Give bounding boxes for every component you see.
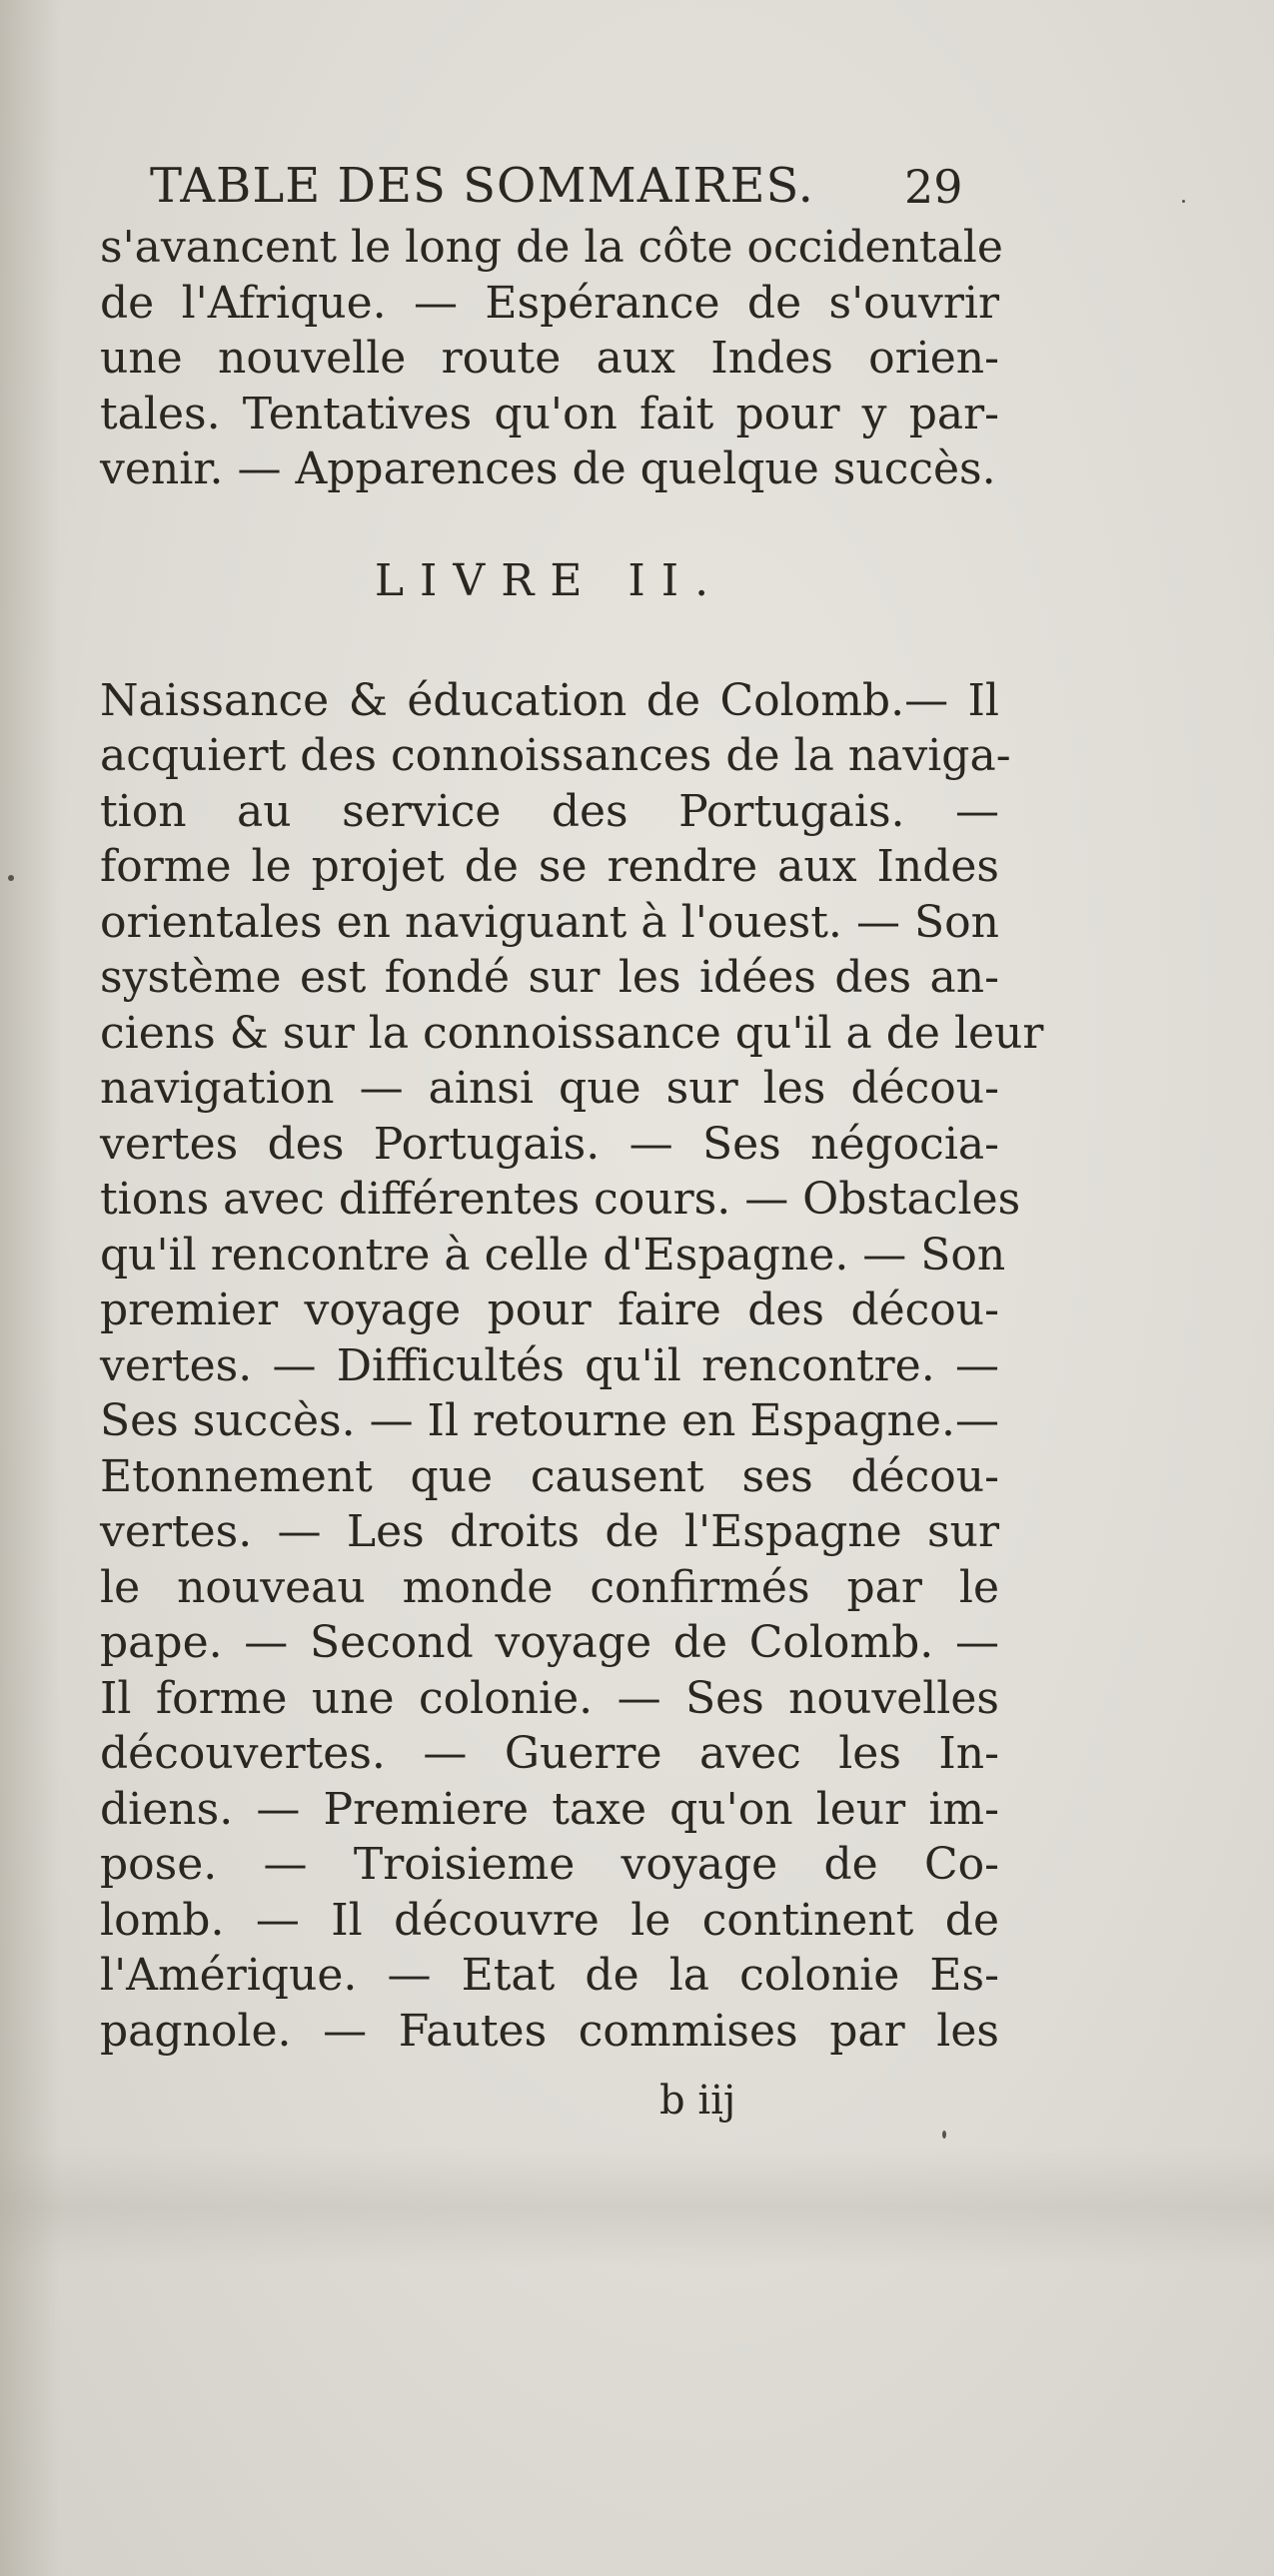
text-line: premier voyage pour faire des décou- — [100, 1285, 999, 1335]
text-line: Naissance & éducation de Colomb.— Il — [100, 674, 999, 726]
page-number: 29 — [904, 160, 963, 214]
text-line: une nouvelle route aux Indes orien- — [100, 333, 999, 384]
text-line: le nouveau monde confirmés par le — [100, 1561, 999, 1613]
print-speck — [942, 2131, 946, 2139]
text-line: Il forme une colonie. — Ses nouvelles — [100, 1672, 999, 1724]
text-line: tions avec différentes cours. — Obstacles — [100, 1174, 1021, 1225]
running-title: TABLE DES SOMMAIRES. — [150, 158, 814, 214]
signature-mark: b iij — [659, 2078, 736, 2124]
text-line: qu'il rencontre à celle d'Espagne. — Son — [100, 1229, 1006, 1281]
text-line: s'avancent le long de la côte occidentale — [100, 222, 1003, 273]
text-line: lomb. — Il découvre le continent de — [100, 1894, 999, 1946]
text-line: découvertes. — Guerre avec les In- — [100, 1728, 999, 1779]
text-line: pape. — Second voyage de Colomb. — — [100, 1617, 999, 1668]
text-block-after — [100, 673, 1044, 2060]
running-head — [100, 150, 999, 220]
text-line: vertes. — Difficultés qu'il rencontre. — — [100, 1339, 999, 1391]
text-line: vertes des Portugais. — Ses négocia- — [100, 1118, 999, 1170]
text-line: Ses succès. — Il retourne en Espagne.— — [100, 1395, 999, 1446]
page-fold-shadow — [0, 2147, 1274, 2267]
text-line: orientales en naviguant à l'ouest. — Son — [100, 896, 999, 948]
text-line: navigation — ainsi que sur les décou- — [100, 1063, 999, 1114]
text-line: diens. — Premiere taxe qu'on leur im- — [100, 1783, 999, 1835]
text-line: système est fondé sur les idées des an- — [100, 952, 999, 1003]
text-line: l'Amérique. — Etat de la colonie Es- — [100, 1950, 999, 2001]
text-line: tion au service des Portugais. — — [100, 785, 999, 837]
text-line: Etonnement que causent ses décou- — [100, 1450, 999, 1502]
print-speck — [8, 875, 14, 881]
print-speck — [1182, 200, 1185, 203]
text-line: vertes. — Les droits de l'Espagne sur — [100, 1506, 999, 1557]
text-line: acquiert des connoissances de la naviga- — [100, 730, 1011, 781]
text-block-before — [100, 220, 1003, 497]
text-line: forme le projet de se rendre aux Indes — [100, 841, 999, 892]
text-line: de l'Afrique. — Espérance de s'ouvrir — [100, 277, 999, 329]
page-text-block — [100, 150, 1044, 2059]
text-line: venir. — Apparences de quelque succès. — [100, 443, 996, 494]
text-line: tales. Tentatives qu'on fait pour y par- — [100, 388, 999, 439]
text-line: pose. — Troisieme voyage de Co- — [100, 1839, 999, 1890]
text-line: pagnole. — Fautes commises par les — [100, 2005, 999, 2057]
text-line: ciens & sur la connoissance qu'il a de leur — [100, 1007, 1044, 1059]
book-heading: LIVRE II. — [374, 554, 725, 606]
